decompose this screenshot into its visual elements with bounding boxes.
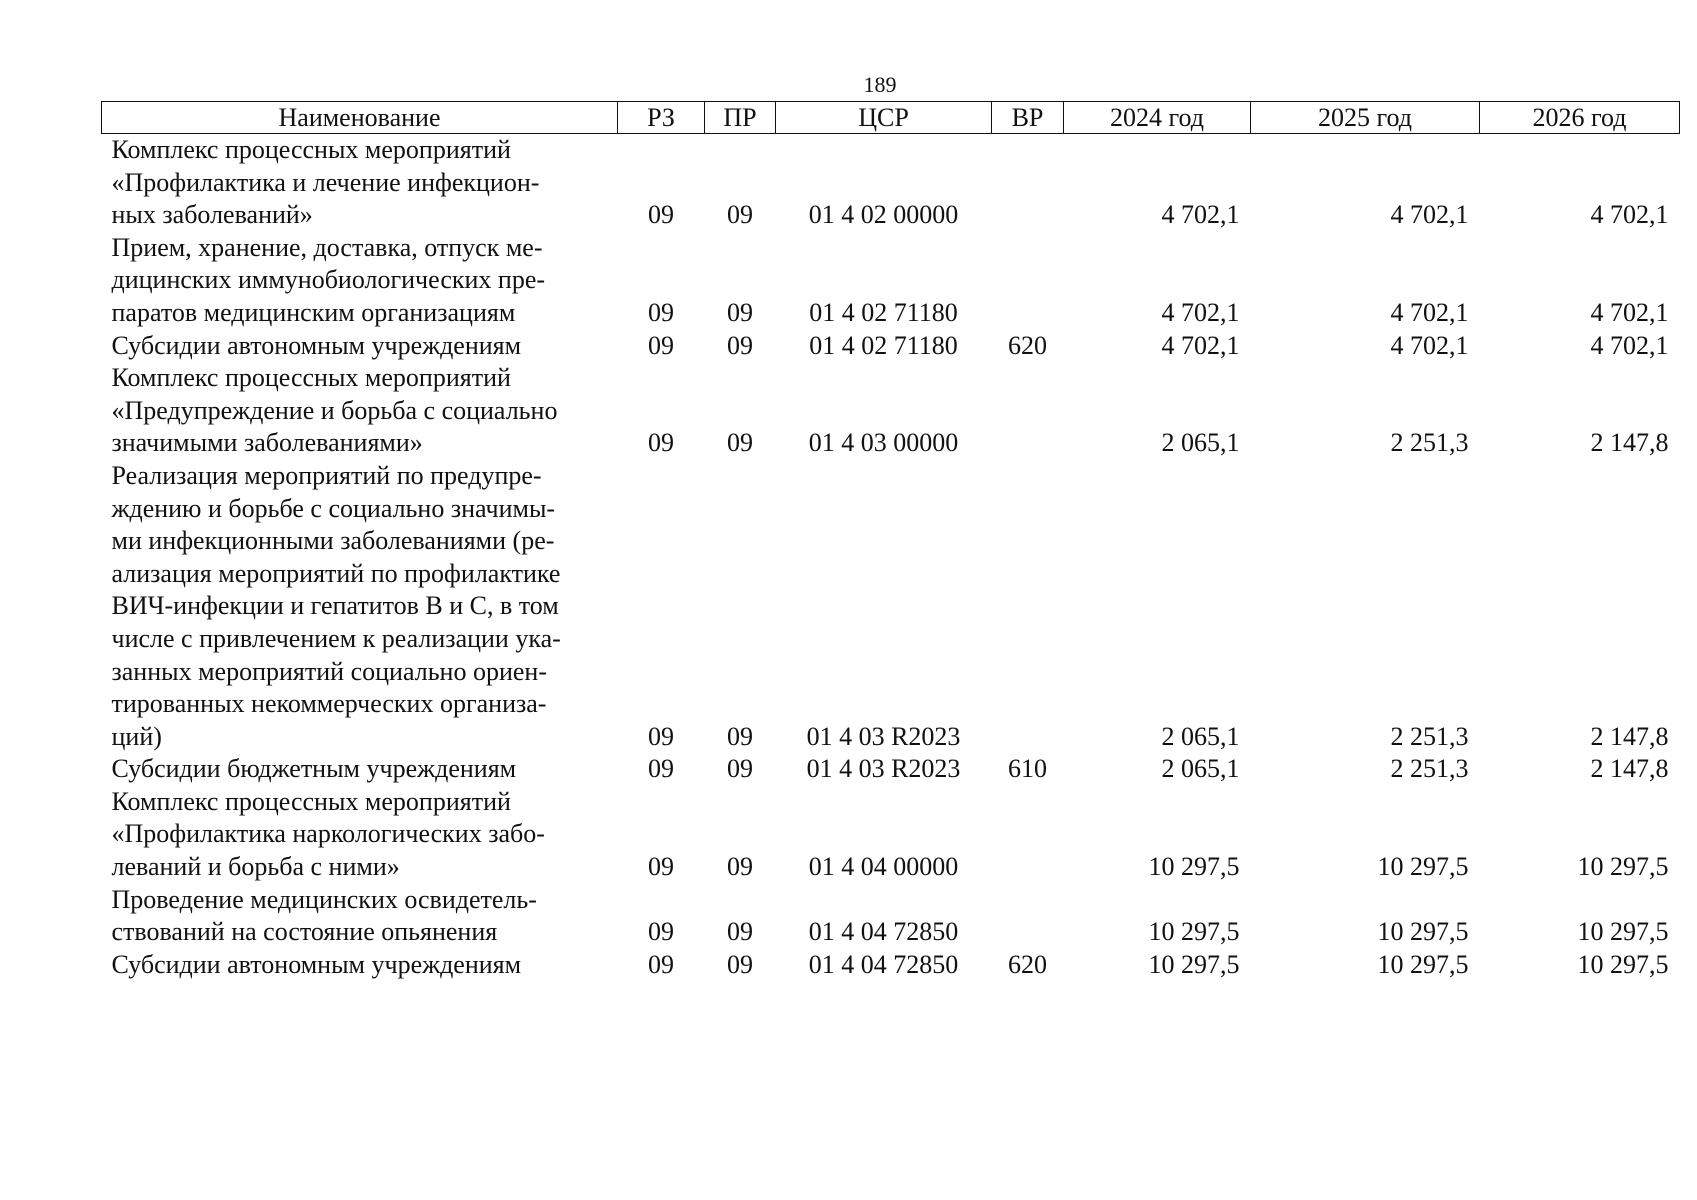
- cell-rz: 09: [648, 428, 674, 458]
- cell-csr: 01 4 03 R2023: [806, 721, 961, 751]
- cell-csr: 01 4 04 00000: [808, 852, 959, 882]
- cell-vr: [992, 134, 1064, 232]
- cell-csr: 01 4 04 72850: [808, 949, 959, 979]
- cell-vr: 620: [1008, 949, 1047, 979]
- table-row: [102, 362, 1680, 460]
- header-rz: РЗ: [618, 102, 705, 134]
- cell-csr: 01 4 04 72850: [808, 917, 959, 947]
- cell-2025: 10 297,5: [1377, 852, 1469, 882]
- cell-name: Прием, хранение, доставка, отпуск ме- дицинских иммунобиологических пре- паратов медицинским организациям: [111, 232, 546, 327]
- page-number: 189: [863, 72, 897, 97]
- cell-pr: 09: [727, 200, 753, 230]
- table-header-row: [102, 102, 1680, 134]
- cell-2024: 10 297,5: [1148, 852, 1240, 882]
- cell-pr: 09: [727, 297, 753, 327]
- cell-2025: 10 297,5: [1377, 949, 1469, 979]
- cell-name: Проведение медицинских освидетель- ствований на состояние опьянения: [111, 884, 537, 947]
- cell-csr: 01 4 03 R2023: [806, 754, 961, 784]
- cell-2025: 4 702,1: [1390, 200, 1469, 230]
- cell-2026: 2 147,8: [1590, 428, 1669, 458]
- header-2024: 2024 год: [1064, 102, 1251, 134]
- cell-2026: 10 297,5: [1577, 852, 1669, 882]
- cell-csr: 01 4 02 71180: [809, 330, 958, 360]
- cell-2025: 2 251,3: [1390, 754, 1469, 784]
- cell-csr: 01 4 02 00000: [808, 200, 959, 230]
- cell-2026: 4 702,1: [1590, 330, 1669, 360]
- cell-2026: 2 147,8: [1590, 721, 1669, 751]
- cell-name: Комплекс процессных мероприятий «Предупреждение и борьба с социально значимыми заболеваниями»: [111, 363, 558, 458]
- cell-rz: 09: [648, 917, 674, 947]
- header-2026: 2026 год: [1480, 102, 1680, 134]
- cell-vr: [992, 460, 1064, 753]
- cell-2024: 4 702,1: [1161, 297, 1240, 327]
- table-row: [102, 330, 1680, 363]
- cell-csr: 01 4 02 71180: [809, 297, 958, 327]
- cell-vr: 620: [1008, 330, 1047, 360]
- cell-2024: 4 702,1: [1161, 200, 1240, 230]
- cell-vr: [992, 884, 1064, 949]
- cell-rz: 09: [648, 754, 674, 784]
- cell-vr: [992, 232, 1064, 330]
- cell-rz: 09: [648, 297, 674, 327]
- table-row: [102, 460, 1680, 753]
- cell-name: Субсидии автономным учреждениям: [111, 330, 522, 360]
- cell-rz: 09: [648, 200, 674, 230]
- cell-name: Субсидии автономным учреждениям: [111, 949, 522, 979]
- cell-pr: 09: [727, 721, 753, 751]
- cell-pr: 09: [727, 949, 753, 979]
- table-row: [102, 134, 1680, 232]
- table-row: [102, 786, 1680, 884]
- cell-pr: 09: [727, 330, 753, 360]
- cell-2026: 2 147,8: [1590, 754, 1669, 784]
- table-row: [102, 232, 1680, 330]
- cell-name: Реализация мероприятий по предупре- ждению и борьбе с социально значимы- ми инфекционными заболеваниями (ре- ализация мероприятий по профилактике ВИЧ-инфекции и гепатитов B и C, в том числе с привлечением к реализации ука- занных мероприятий социально ориен- тированных некоммерческих организа- ций): [111, 460, 561, 751]
- cell-2024: 2 065,1: [1161, 754, 1240, 784]
- cell-2025: 4 702,1: [1390, 297, 1469, 327]
- header-pr: ПР: [705, 102, 776, 134]
- cell-name: Субсидии бюджетным учреждениям: [111, 754, 517, 784]
- cell-vr: 610: [1008, 754, 1047, 784]
- cell-2025: 4 702,1: [1390, 330, 1469, 360]
- table-row: [102, 949, 1680, 982]
- cell-2024: 2 065,1: [1161, 428, 1240, 458]
- cell-2024: 4 702,1: [1161, 330, 1240, 360]
- cell-2025: 2 251,3: [1390, 428, 1469, 458]
- table-row: [102, 884, 1680, 949]
- cell-rz: 09: [648, 721, 674, 751]
- budget-table: [101, 101, 1680, 981]
- cell-2024: 2 065,1: [1161, 721, 1240, 751]
- cell-2024: 10 297,5: [1148, 917, 1240, 947]
- cell-name: Комплекс процессных мероприятий «Профилактика наркологических забо- леваний и борьба с ними»: [111, 786, 545, 882]
- cell-pr: 09: [727, 852, 753, 882]
- cell-vr: [992, 362, 1064, 460]
- cell-pr: 09: [727, 754, 753, 784]
- cell-2025: 2 251,3: [1390, 721, 1469, 751]
- cell-2025: 10 297,5: [1377, 917, 1469, 947]
- cell-2024: 10 297,5: [1148, 949, 1240, 979]
- header-name: Наименование: [102, 102, 618, 134]
- cell-pr: 09: [727, 428, 753, 458]
- cell-vr: [992, 786, 1064, 884]
- cell-2026: 4 702,1: [1590, 297, 1669, 327]
- cell-name: Комплекс процессных мероприятий «Профилактика и лечение инфекцион- ных заболеваний»: [111, 135, 540, 230]
- header-vr: ВР: [992, 102, 1064, 134]
- header-2025: 2025 год: [1251, 102, 1480, 134]
- cell-rz: 09: [648, 330, 674, 360]
- cell-rz: 09: [648, 852, 674, 882]
- cell-2026: 4 702,1: [1590, 200, 1669, 230]
- cell-2026: 10 297,5: [1577, 949, 1669, 979]
- cell-pr: 09: [727, 917, 753, 947]
- cell-rz: 09: [648, 949, 674, 979]
- cell-csr: 01 4 03 00000: [808, 428, 959, 458]
- table-row: [102, 753, 1680, 786]
- header-csr: ЦСР: [776, 102, 992, 134]
- cell-2026: 10 297,5: [1577, 917, 1669, 947]
